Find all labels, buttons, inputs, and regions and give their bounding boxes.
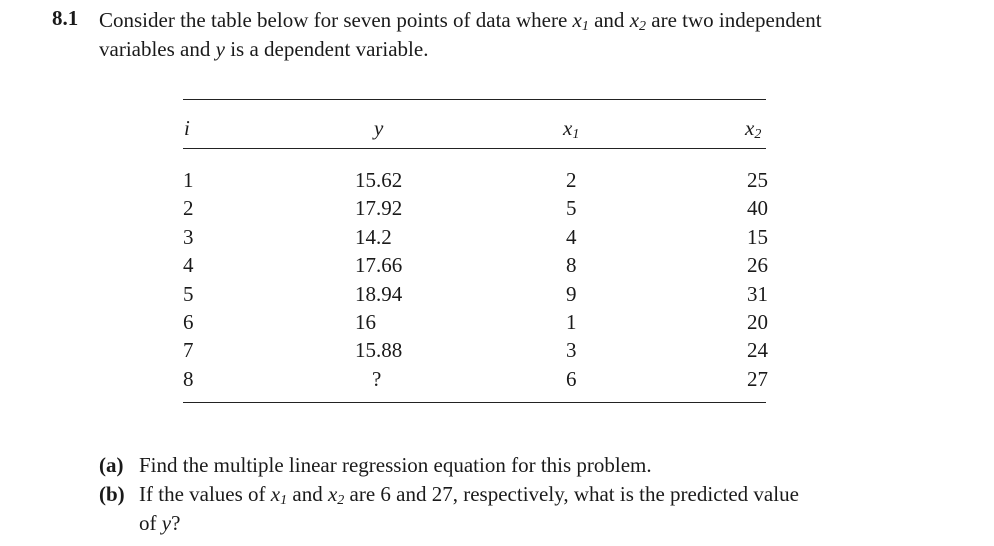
table-cell: 16 (355, 310, 376, 335)
table-cell: 17.92 (355, 196, 403, 221)
question-b-and: and (287, 482, 328, 506)
table-cell: 8 (183, 366, 194, 391)
problem-number: 8.1 (52, 6, 79, 30)
column-y (355, 166, 425, 393)
table-cell: 15 (747, 224, 768, 249)
table-cell: 7 (183, 338, 194, 363)
question-b (99, 480, 919, 538)
table-cell: 9 (566, 281, 577, 306)
table-cell: 24 (747, 338, 768, 363)
table-cell: 8 (566, 253, 577, 278)
question-b-line2: of (139, 511, 162, 535)
var-y: y (215, 37, 225, 61)
var-y: y (161, 511, 172, 535)
question-a (99, 451, 919, 480)
question-b-text: If the values of (139, 482, 271, 506)
header-y: y (374, 116, 384, 140)
intro-and: and (588, 8, 630, 32)
question-b-text-cont: are 6 and 27, respectively, what is the predicted value (344, 482, 799, 506)
table-cell: 31 (747, 281, 768, 306)
table-header-rule (183, 148, 766, 149)
table-bottom-rule (183, 402, 766, 403)
table-cell: 27 (747, 366, 768, 391)
table-cell: 1 (183, 168, 194, 192)
table-cell: 25 (747, 168, 768, 192)
table-cell: 15.88 (355, 338, 403, 363)
table-cell: 5 (183, 281, 194, 306)
table-cell: 20 (747, 310, 768, 335)
column-i (183, 166, 203, 393)
column-x2 (738, 166, 768, 393)
header-x2: $x_2$ (745, 116, 762, 142)
table-cell: 6 (566, 366, 577, 391)
intro-line2: variables and (99, 37, 216, 61)
var-x1: $x_1$ (270, 482, 288, 508)
table-cell: 6 (183, 310, 194, 335)
header-x1: $x_1$ (563, 116, 580, 142)
table-cell: 5 (566, 196, 577, 221)
table-cell: 2 (183, 196, 194, 221)
table-cell: 40 (747, 196, 768, 221)
intro-text-cont: are two independent (646, 8, 822, 32)
table-cell: 4 (183, 253, 194, 278)
unknown-value-cell: ? (372, 366, 382, 391)
var-x2: $x_2$ (327, 482, 345, 508)
question-parts (99, 451, 919, 538)
table-cell: 2 (566, 168, 577, 192)
table-cell: 26 (747, 253, 768, 278)
table-cell: 15.62 (355, 168, 403, 192)
table-cell: 17.66 (355, 253, 403, 278)
column-x1 (566, 166, 586, 393)
intro-line2-end: is a dependent variable. (224, 37, 429, 61)
var-x2: $x_2$ (629, 8, 647, 34)
table-cell: 14.2 (355, 224, 392, 249)
header-i: i (184, 116, 190, 140)
table-cell: 1 (566, 310, 577, 335)
question-mark: ? (171, 511, 181, 535)
question-a-label: (a) (99, 453, 124, 477)
table-cell: 4 (566, 224, 577, 249)
problem-statement (99, 6, 919, 64)
question-a-text: Find the multiple linear regression equation for this problem. (139, 453, 652, 477)
table-top-rule (183, 99, 766, 100)
var-x1: $x_1$ (572, 8, 589, 34)
intro-text: Consider the table below for seven points of data where (99, 8, 573, 32)
table-cell: 3 (183, 224, 194, 249)
table-cell: 3 (566, 338, 577, 363)
question-b-label: (b) (99, 482, 125, 506)
table-cell: 18.94 (355, 281, 403, 306)
